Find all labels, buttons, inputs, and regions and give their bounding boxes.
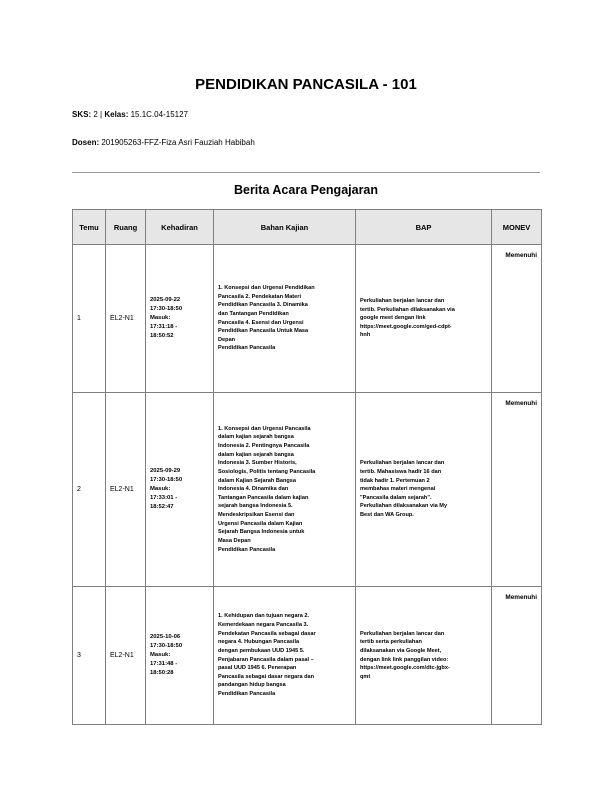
cell-monev: Memenuhi [492, 393, 542, 587]
bahan-line: Kemerdekaan negara Pancasila 3. [218, 621, 309, 628]
sks-label: SKS: [72, 110, 92, 119]
cell-temu: 3 [73, 587, 106, 725]
cell-ruang: EL2-N1 [106, 245, 146, 393]
kehadiran-line: 18:52:47 [150, 503, 174, 510]
table-row [73, 245, 542, 393]
cell-kehadiran [146, 393, 214, 587]
cell-bahan-kajian [214, 393, 356, 587]
bahan-line: Pancasila sebagai dasar negara dan [218, 673, 315, 680]
cell-bap [356, 245, 492, 393]
bap-line: Perkuliahan berjalan lancar dan [360, 630, 445, 637]
bahan-line: Depan [218, 336, 236, 343]
bahan-line: Pendekatan Pancasila sebagai dasar [218, 630, 316, 637]
header-bahan-kajian: Bahan Kajian [214, 210, 356, 245]
cell-temu: 2 [73, 393, 106, 587]
cell-bahan-kajian [214, 245, 356, 393]
bap-line: tertib. Mahasiswa hadir 16 dan [360, 468, 442, 475]
bap-line: https://meet.google.com/ged-cdpt- [360, 323, 452, 330]
bap-line: Best dan WA Group. [360, 512, 414, 519]
kehadiran-line: 2025-09-22 [150, 297, 181, 304]
bap-line: dengan link link panggilan video: [360, 656, 449, 663]
sks-kelas-line [72, 110, 188, 119]
bahan-line: dalam kajian sejarah bangsa [218, 451, 294, 458]
kehadiran-line: 2025-09-29 [150, 468, 181, 475]
bahan-line: Urgensi Pancasila dalam Kajian [218, 520, 303, 527]
kehadiran-line: 2025-10-06 [150, 634, 181, 641]
cell-ruang: EL2-N1 [106, 587, 146, 725]
cell-bahan-kajian [214, 587, 356, 725]
header-bap: BAP [356, 210, 492, 245]
table-header-row [73, 210, 542, 245]
bahan-line: sejarah bangsa Indonesia 5. [218, 503, 293, 510]
bap-line: qmt [360, 673, 371, 680]
table-row [73, 393, 542, 587]
dosen-label: Dosen: [72, 138, 100, 147]
bahan-line: dengan pembukaan UUD 1945 5. [218, 647, 305, 654]
cell-bap [356, 587, 492, 725]
bahan-line: dan Tantangan Pendidikan [218, 310, 289, 317]
sks-value: 2 [93, 110, 98, 119]
bap-line: hnh [360, 332, 371, 339]
bahan-line: Indonesia 2. Pentingnya Pancasila [218, 442, 310, 449]
bahan-line: dalam Kajian Sejarah Bangsa [218, 477, 297, 484]
bahan-line: 1. Kehidupan dan tujuan negara 2. [218, 613, 310, 620]
kehadiran-line: Masuk: [150, 315, 171, 322]
bahan-line: Pancasila 2. Pendekatan Materi [218, 293, 302, 300]
bap-line: "Pancasila dalam sejarah". [360, 494, 432, 501]
bap-line: Perkuliahan berjalan lancar dan [360, 460, 445, 467]
bap-line: tertib serta perkuliahan [360, 639, 422, 646]
kehadiran-line: 17:30-18:50 [150, 477, 183, 484]
kehadiran-line: 17:33:01 - [150, 494, 178, 501]
bap-line: google meet dengan link [360, 315, 426, 322]
bahan-line: Pendidikan Pancasila Untuk Masa [218, 328, 309, 335]
bap-line: tertib. Perkuliahan dilaksanakan via [360, 306, 455, 313]
bahan-line: Tantangan Pancasila dalam kajian [218, 494, 309, 501]
kelas-label: Kelas: [104, 110, 129, 119]
bahan-line: Pendidikan Pancasila [218, 345, 276, 352]
cell-kehadiran [146, 245, 214, 393]
bap-line: tidak hadir 1. Pertemuan 2 [360, 477, 430, 484]
bahan-line: negara 4. Hubungan Pancasila [218, 639, 300, 646]
bap-line: https://meet.google.com/dtc-jgbx- [360, 665, 450, 672]
divider [72, 172, 540, 173]
kelas-value: 15.1C.04-15127 [130, 110, 188, 119]
cell-bap [356, 393, 492, 587]
header-monev: MONEV [492, 210, 542, 245]
bahan-line: Sejarah Bangsa Indonesia untuk [218, 529, 305, 536]
kehadiran-line: 17:30-18:50 [150, 643, 183, 650]
bap-line: Perkuliahan berjalan lancar dan [360, 297, 445, 304]
bahan-line: Pendidikan Pancasila 3. Dinamika [218, 302, 308, 309]
header-temu: Temu [73, 210, 106, 245]
bahan-line: Sosiologis, Politis tentang Pancasila [218, 468, 316, 475]
bap-line: Perkuliahan dilaksanakan via My [360, 503, 448, 510]
cell-ruang: EL2-N1 [106, 393, 146, 587]
bahan-line: Pendidikan Pancasila [218, 546, 276, 553]
kehadiran-line: 18:50:52 [150, 332, 174, 339]
header-ruang: Ruang [106, 210, 146, 245]
kehadiran-line: 18:50:28 [150, 669, 174, 676]
bahan-line: 1. Konsepsi dan Urgensi Pendidikan [218, 284, 315, 291]
bahan-line: Pancasila 4. Esensi dan Urgensi [218, 319, 304, 326]
bahan-line: Indonesia 3. Sumber Historis, [218, 460, 297, 467]
bahan-line: dalam kajian sejarah bangsa [218, 434, 294, 441]
table-row [73, 587, 542, 725]
kehadiran-line: Masuk: [150, 486, 171, 493]
bahan-line: pasal UUD 1945 6. Penerapan [218, 665, 297, 672]
bap-line: membahas materi mengenai [360, 486, 436, 493]
kehadiran-line: 17:31:18 - [150, 323, 178, 330]
document-title: PENDIDIKAN PANCASILA - 101 [195, 76, 417, 93]
dosen-value: 201905263-FFZ-Fiza Asri Fauziah Habibah [101, 138, 255, 147]
cell-monev: Memenuhi [492, 587, 542, 725]
dosen-line [72, 138, 255, 147]
kehadiran-line: 17:30-18:50 [150, 306, 183, 313]
cell-kehadiran [146, 587, 214, 725]
cell-monev: Memenuhi [492, 245, 542, 393]
bahan-line: Indonesia 4. Dinamika dan [218, 486, 289, 493]
bahan-line: Penjabaran Pancasila dalam pasal – [218, 656, 314, 663]
cell-temu: 1 [73, 245, 106, 393]
section-title: Berita Acara Pengajaran [233, 183, 379, 197]
bahan-line: Pendidikan Pancasila [218, 691, 276, 698]
bap-line: dilaksanakan via Google Meet, [360, 647, 442, 654]
kehadiran-line: 17:31:48 - [150, 660, 178, 667]
bahan-line: Masa Depan [218, 538, 251, 545]
kehadiran-line: Masuk: [150, 652, 171, 659]
bahan-line: 1. Konsepsi dan Urgensi Pancasila [218, 425, 311, 432]
meta-separator: | [100, 110, 103, 119]
bap-table [72, 209, 542, 725]
bahan-line: pandangan hidup bangsa [218, 682, 286, 689]
header-kehadiran: Kehadiran [146, 210, 214, 245]
bahan-line: Mendeskripsikan Esensi dan [218, 512, 295, 519]
